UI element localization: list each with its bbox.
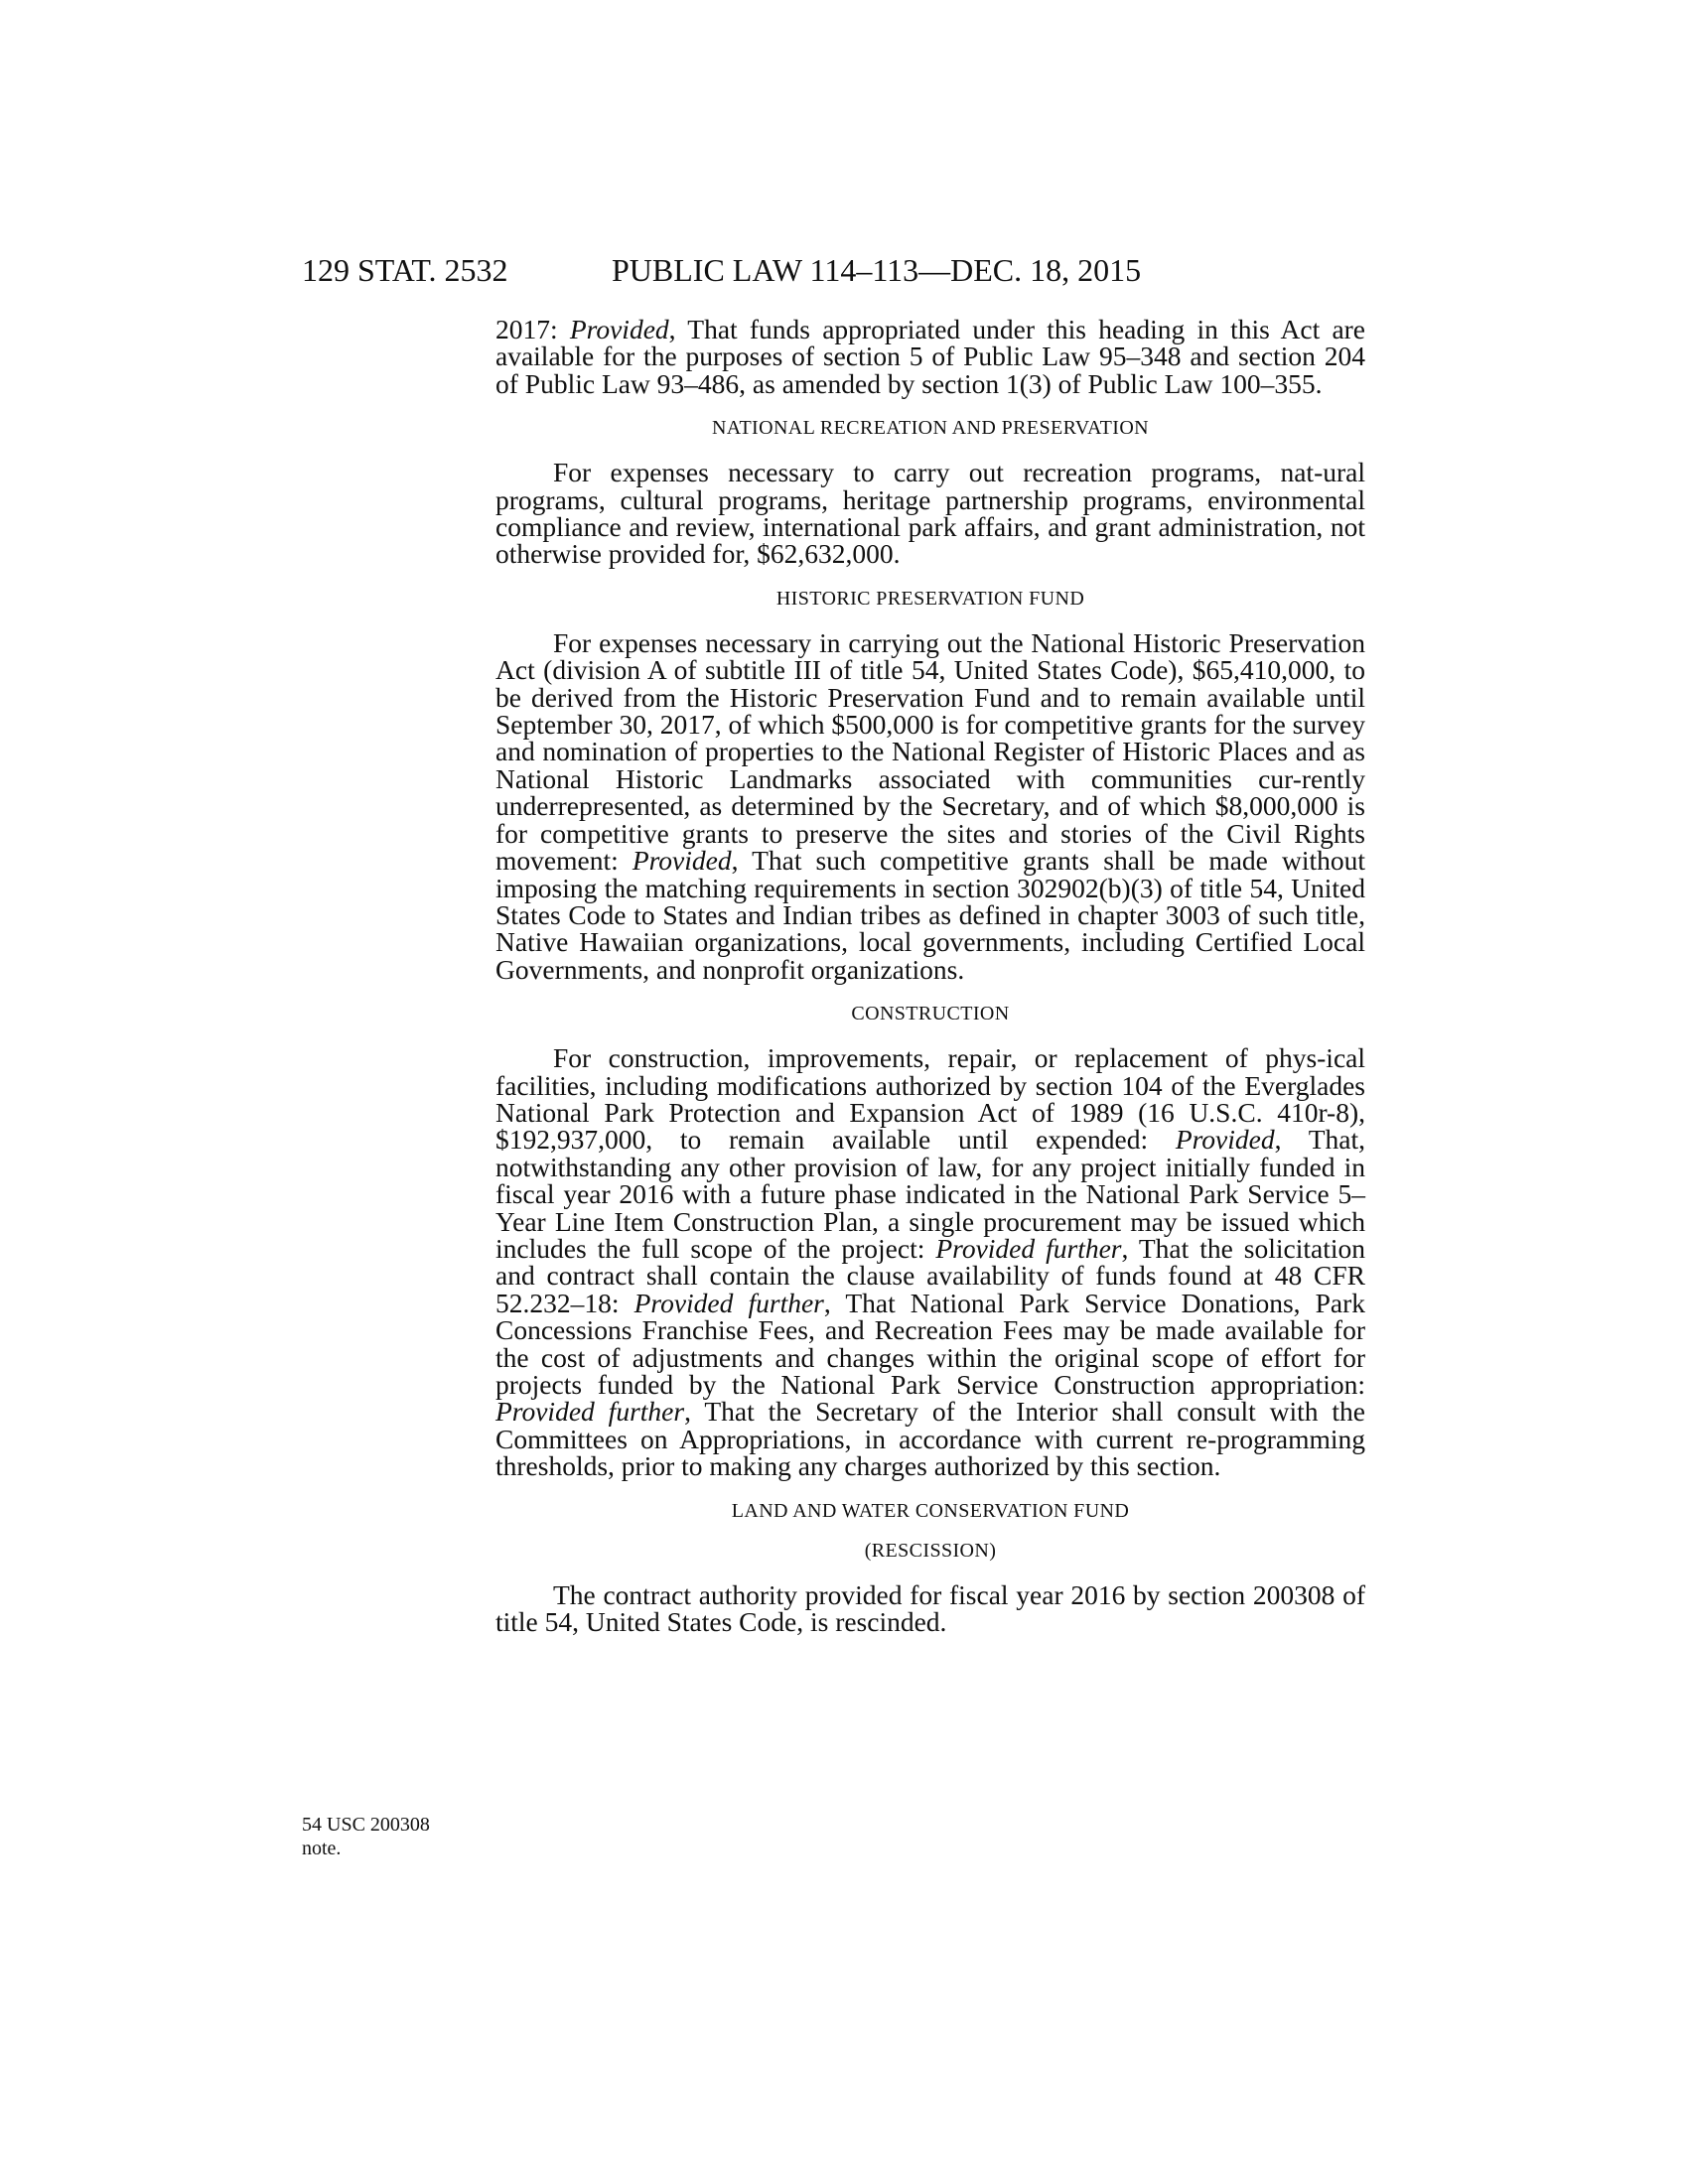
public-law-title: PUBLIC LAW 114–113—DEC. 18, 2015 xyxy=(612,252,1142,288)
margin-citation-line: 54 USC 200308 xyxy=(302,1814,430,1836)
historic-preservation-paragraph: For expenses necessary in carrying out the National Historic Preservation Act (division A of subtitle III of title 54, United States Code), $65,410,000, to be derived from the Historic Preservation Fund and to remain available until September 30, 2017, of which $500,000 is for competitive grants for the survey and nomination of properties to the National Register of Historic Places and as National Historic Landmarks associated with communities cur-rently underrepresented, as determined by the Secretary, and of which $8,000,000 is for competitive grants to preserve the sites and stories of the Civil Rights movement: Provided, That such competitive grants shall be made without imposing the matching requirements in section 302902(b)(3) of title 54, United States Code to States and Indian tribes as defined in chapter 3003 of such title, Native Hawaiian organizations, local governments, including Certified Local Governments, and nonprofit organizations. xyxy=(495,626,1365,985)
document-body xyxy=(495,314,1366,1638)
continuation-paragraph: 2017: Provided, That funds appropriated under this heading in this Act are available for the purposes of section 5 of Public Law 95–348 and section 204 of Public Law 93–486, as amended by section 1(3) of Public Law 100–355. xyxy=(495,314,1366,399)
statute-page-number: 129 STAT. 2532 xyxy=(302,252,508,288)
recreation-paragraph: For expenses necessary to carry out recreation programs, nat-ural programs, cultural programs, heritage partnership programs, environmental compliance and review, international park affairs, and grant administration, not otherwise provided for, $62,632,000. xyxy=(495,457,1365,570)
page-header xyxy=(302,250,1366,290)
section-heading-recreation: NATIONAL RECREATION AND PRESERVATION xyxy=(711,417,1150,440)
rescission-paragraph: The contract authority provided for fiscal year 2016 by section 200308 of title 54, United States Code, is rescinded. xyxy=(495,1578,1365,1638)
margin-citation-line: note. xyxy=(302,1838,342,1859)
section-heading-land-water-conservation: LAND AND WATER CONSERVATION FUND xyxy=(731,1499,1130,1522)
margin-citation-note xyxy=(302,1813,471,1860)
section-heading-construction: CONSTRUCTION xyxy=(851,1003,1010,1025)
section-heading-historic-preservation: HISTORIC PRESERVATION FUND xyxy=(775,587,1085,610)
construction-paragraph: For construction, improvements, repair, or replacement of phys-ical facilities, including modifications authorized by section 104 of the Everglades National Park Protection and Expansion Act of 1989 (16 U.S.C. 410r-8), $192,937,000, to remain available until expended: Provided, That, notwithstanding any other provision of law, for any project initially funded in fiscal year 2016 with a future phase indicated in the National Park Service 5–Year Line Item Construction Plan, a single procurement may be issued which includes the full scope of the project: Provided further, That the solicitation and contract shall contain the clause availability of funds found at 48 CFR 52.232–18: Provided further, That National Park Service Donations, Park Concessions Franchise Fees, and Recreation Fees may be made available for the cost of adjustments and changes within the original scope of effort for projects funded by the National Park Service Construction appropriation: Provided further, That the Secretary of the Interior shall consult with the Committees on Appropriations, in accordance with current re-programming thresholds, prior to making any charges authorized by this section. xyxy=(495,1042,1366,1482)
section-subheading-rescission: (RESCISSION) xyxy=(864,1539,997,1562)
